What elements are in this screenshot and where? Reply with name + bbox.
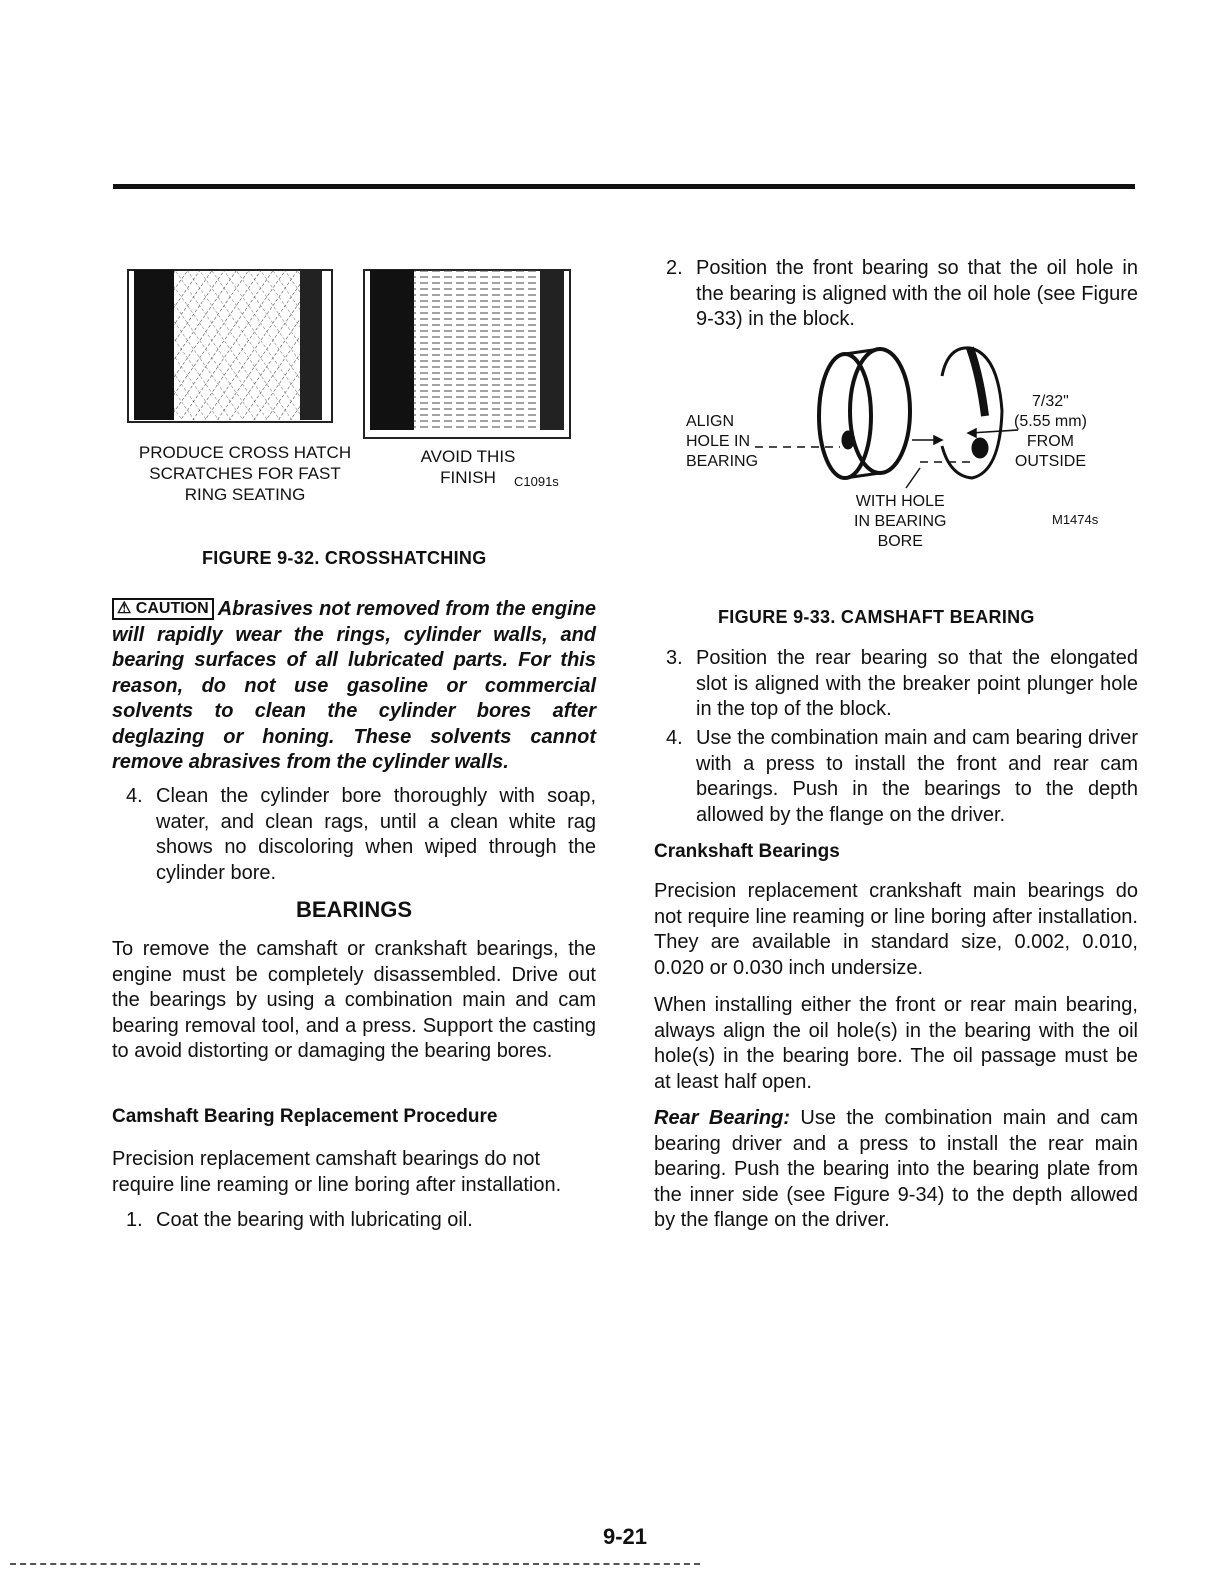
bearings-intro: To remove the camshaft or crankshaft bearings, the engine must be completely disassembled. Drive out the bearings by using a combination main and cam bearing removal tool, and a press. Support the casting to avoid distorting or damaging the bearing bores. [112, 938, 596, 1062]
list-text: Use the combination main and cam bearing driver with a press to install the front and rear cam bearings. Push in the bearings to the depth allowed by the flange on the driver. [696, 727, 1138, 826]
crosshatch-illustration [120, 262, 590, 442]
figure-9-33 [680, 336, 1140, 561]
list-item [666, 256, 1138, 333]
avoid-finish-label: AVOID THIS FINISH [420, 447, 516, 487]
list-number: 4. [666, 727, 683, 749]
crankshaft-para-2: When installing either the front or rear main bearing, always align the oil hole(s) in the bearing with the oil hole(s) in the bearing bore. The oil passage must be at least half open. [654, 994, 1138, 1093]
list-number: 4. [126, 785, 143, 807]
crosshatch-good-label: PRODUCE CROSS HATCH SCRATCHES FOR FAST RING SEATING [138, 443, 352, 504]
bearing-ring [819, 349, 910, 478]
list-item [126, 1208, 596, 1234]
list-item [126, 784, 596, 886]
bottom-rule [10, 1563, 700, 1565]
page-number: 9-21 [603, 1524, 648, 1549]
rear-bearing-text: Use the combination main and cam bearing driver and a press to install the rear main bearing. Push the bearing into the bearing plate from the inner side (see Figure 9-34) to the depth allowed by the flange on the driver. [654, 1107, 1139, 1231]
avoid-finish-panel [364, 270, 570, 438]
figure-9-32 [120, 262, 590, 502]
list-item [666, 646, 1138, 723]
camshaft-intro: Precision replacement camshaft bearings do not require line reaming or line boring after installation. [112, 1148, 562, 1196]
list-number: 1. [126, 1209, 143, 1231]
list-text: Coat the bearing with lubricating oil. [156, 1209, 473, 1231]
top-rule [113, 184, 1135, 189]
warning-icon: ⚠ [117, 600, 132, 617]
list-text: Clean the cylinder bore thoroughly with soap, water, and clean rags, until a clean white rag shows no discoloring when wiped through the cylinder bore. [156, 785, 596, 884]
bearings-heading: BEARINGS [295, 897, 413, 922]
list-text: Position the front bearing so that the oil hole in the bearing is aligned with the oil hole (see Figure 9-33) in the block. [696, 257, 1138, 330]
caution-text: Abrasives not removed from the engine will rapidly wear the rings, cylinder walls, and bearing surfaces of all lubricated parts. For this reason, do not use gasoline or commercial solvents to clean the cylinder bores after deglazing or honing. These solvents cannot remove abrasives from the cylinder walls. [112, 598, 596, 773]
list-item [666, 726, 1138, 828]
camshaft-heading: Camshaft Bearing Replacement Procedure [112, 1106, 498, 1127]
figure-9-33-caption: FIGURE 9-33. CAMSHAFT BEARING [718, 607, 1035, 627]
rear-bearing-para [654, 1106, 1138, 1234]
list-number: 3. [666, 647, 683, 669]
figure-code: C1091s [514, 474, 559, 489]
dimension-label: 7/32" (5.55 mm) FROM OUTSIDE [1014, 393, 1087, 470]
crankshaft-para-1: Precision replacement crankshaft main bearings do not require line reaming or line boring after installation. They are available in standard size, 0.002, 0.010, 0.020 or 0.030 inch undersize. [654, 880, 1138, 979]
list-text: Position the rear bearing so that the elongated slot is aligned with the breaker point plunger hole in the top of the block. [696, 647, 1138, 720]
with-hole-label: WITH HOLE IN BEARING BORE [854, 493, 947, 550]
figure-code: M1474s [1052, 512, 1099, 527]
rear-bearing-label: Rear Bearing: [654, 1107, 790, 1129]
list-number: 2. [666, 257, 683, 279]
align-hole-label: ALIGN HOLE IN BEARING [686, 413, 759, 470]
bearing-bore [942, 348, 1002, 478]
figure-9-32-caption: FIGURE 9-32. CROSSHATCHING [202, 548, 487, 568]
caution-badge: ⚠ CAUTION [112, 598, 214, 620]
crosshatch-good-panel [128, 270, 332, 422]
crankshaft-heading: Crankshaft Bearings [654, 841, 840, 862]
caution-block [112, 597, 596, 776]
